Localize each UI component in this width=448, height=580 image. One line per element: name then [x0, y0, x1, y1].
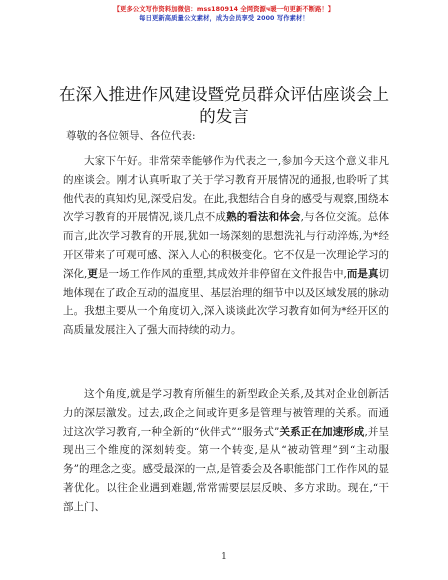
paragraph-2-text-c: ,并呈现出三个维度的深刻转变。第一个转变,是从“被动管理”到“主动服务”的理念之变。感受最深的一点,是管委会及各职能部门工作作风的显著优化。以往企业遇到难题,常常需要层层反映、多方求助。现在,“干部上门、	[63, 425, 390, 513]
paragraph-2	[63, 385, 389, 517]
paragraph-1-bold-b: 熟的看法和体会	[226, 211, 301, 224]
paragraph-1-text-e: 是一场工作作风的重塑,其成效并非停留在文件报告中,	[97, 267, 347, 280]
paragraph-1-text-c: ,与各位交流。总体而言,此次学习教育的开展,犹如一场深刻的思想洗礼与行动淬炼,为*经开区带来了可观可感、深入人心的积极变化。它不仅是一次理论学习的深化,	[63, 211, 390, 280]
paragraph-1-text-g: 切地体现在了政企互动的温度里、基层治理的细节中以及区域发展的脉动上。我想主要从一个角度切入,深入谈谈此次学习教育如何为*经开区的高质量发展注入了强大而持续的动力。	[63, 267, 389, 337]
paragraph-1-bold-f: 而是真	[346, 267, 379, 280]
paragraph-2-text-a: 这个角度,就是学习教育所催生的新型政企关系,及其对企业创新活力的深层激发。过去,政企之间或许更多是管理与被管理的关系。而通过这次学习教育,一种全新的“伙伴式”“服务式”	[63, 388, 389, 438]
promo-banner-line2: 每日更新高质量公文素材，成为会员享受 2000 写作素材！	[139, 15, 309, 22]
paragraph-1	[63, 152, 389, 340]
salutation: 尊敬的各位领导、各位代表:	[66, 130, 196, 142]
paragraph-1-text-a: 大家下午好。非常荣幸能够作为代表之一,参加今天这个意义非凡的座谈会。刚才认真听取了关于学习教育开展情况的通报,也聆听了其他代表的真知灼见,深受启发。在此,我想结合自身的感受与观察,围绕本次学习教育的开展情况,谈几点不成	[63, 155, 389, 224]
promo-banner	[0, 5, 448, 23]
document-title: 在深入推进作风建设暨党员群众评估座谈会上的发言	[59, 85, 389, 126]
promo-banner-line1: 【更多公文写作资料加微信：mss180914 全网资源ч暖一句更新不断路！】	[113, 6, 335, 13]
paragraph-1-bold-d: 更	[87, 267, 98, 280]
page-number: 1	[221, 552, 227, 562]
paragraph-2-bold-b: 关系正在加速形成	[279, 425, 365, 438]
